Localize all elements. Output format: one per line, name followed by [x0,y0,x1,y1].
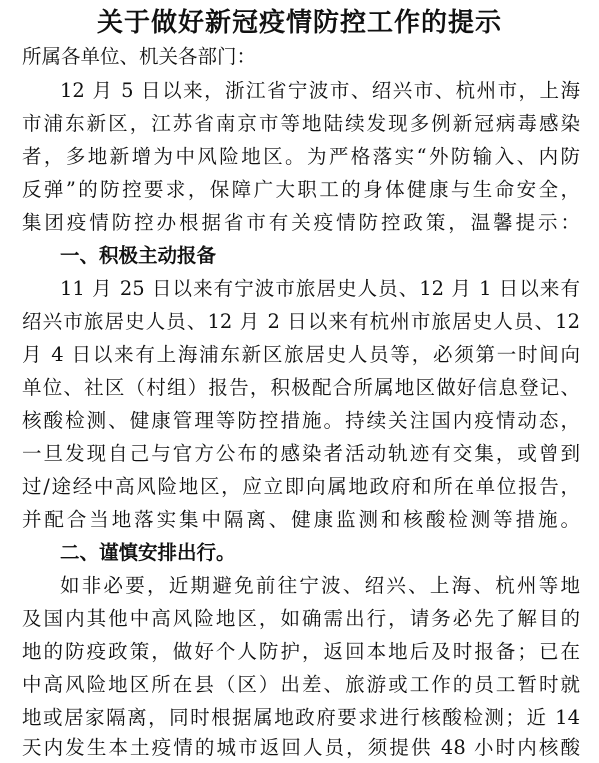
intro-line: 反弹”的防控要求，保障广大职工的身体健康与生命安全， [22,178,580,201]
paragraph-line: 如非必要，近期避免前往宁波、绍兴、上海、杭州等地 [60,574,580,597]
paragraph-line: 地的防疫政策，做好个人防护，返回本地后及时报备；已在 [22,640,580,663]
paragraph-line: 11 月 25 日以来有宁波市旅居史人员、12 月 1 日以来有 [60,277,580,300]
paragraph-line: 月 4 日以来有上海浦东新区旅居史人员等，必须第一时间向 [22,343,580,366]
paragraph-line: 天内发生本土疫情的城市返回人员，须提供 48 小时内核酸 [22,736,580,759]
paragraph-line: 绍兴市旅居史人员、12 月 2 日以来有杭州市旅居史人员、12 [22,310,580,333]
intro-line: 12 月 5 日以来，浙江省宁波市、绍兴市、杭州市，上海 [60,79,580,102]
document-title: 关于做好新冠疫情防控工作的提示 [96,8,502,38]
paragraph-line: 地或居家隔离，同时根据属地政府要求进行核酸检测；近 14 [22,706,580,729]
paragraph-line: 一旦发现自己与官方公布的感染者活动轨迹有交集，或曾到 [22,442,580,465]
section-heading: 二、谨慎安排出行。 [60,541,236,564]
paragraph-line: 中高风险地区所在县（区）出差、旅游或工作的员工暂时就 [22,673,580,696]
paragraph-line: 并配合当地落实集中隔离、健康监测和核酸检测等措施。 [22,508,580,531]
intro-line: 者，多地新增为中风险地区。为严格落实“外防输入、内防 [22,145,580,168]
paragraph-line: 核酸检测、健康管理等防控措施。持续关注国内疫情动态， [22,409,580,432]
salutation: 所属各单位、机关各部门： [22,45,257,68]
paragraph-line: 单位、社区（村组）报告，积极配合所属地区做好信息登记、 [22,376,580,399]
section-heading: 一、积极主动报备 [60,244,217,267]
intro-line: 市浦东新区，江苏省南京市等地陆续发现多例新冠病毒感染 [22,112,580,135]
paragraph-line: 及国内其他中高风险地区，如确需出行，请务必先了解目的 [22,607,580,630]
paragraph-line: 过/途经中高风险地区，应立即向属地政府和所在单位报告， [22,475,580,498]
intro-line: 集团疫情防控办根据省市有关疫情防控政策，温馨提示： [22,211,580,234]
